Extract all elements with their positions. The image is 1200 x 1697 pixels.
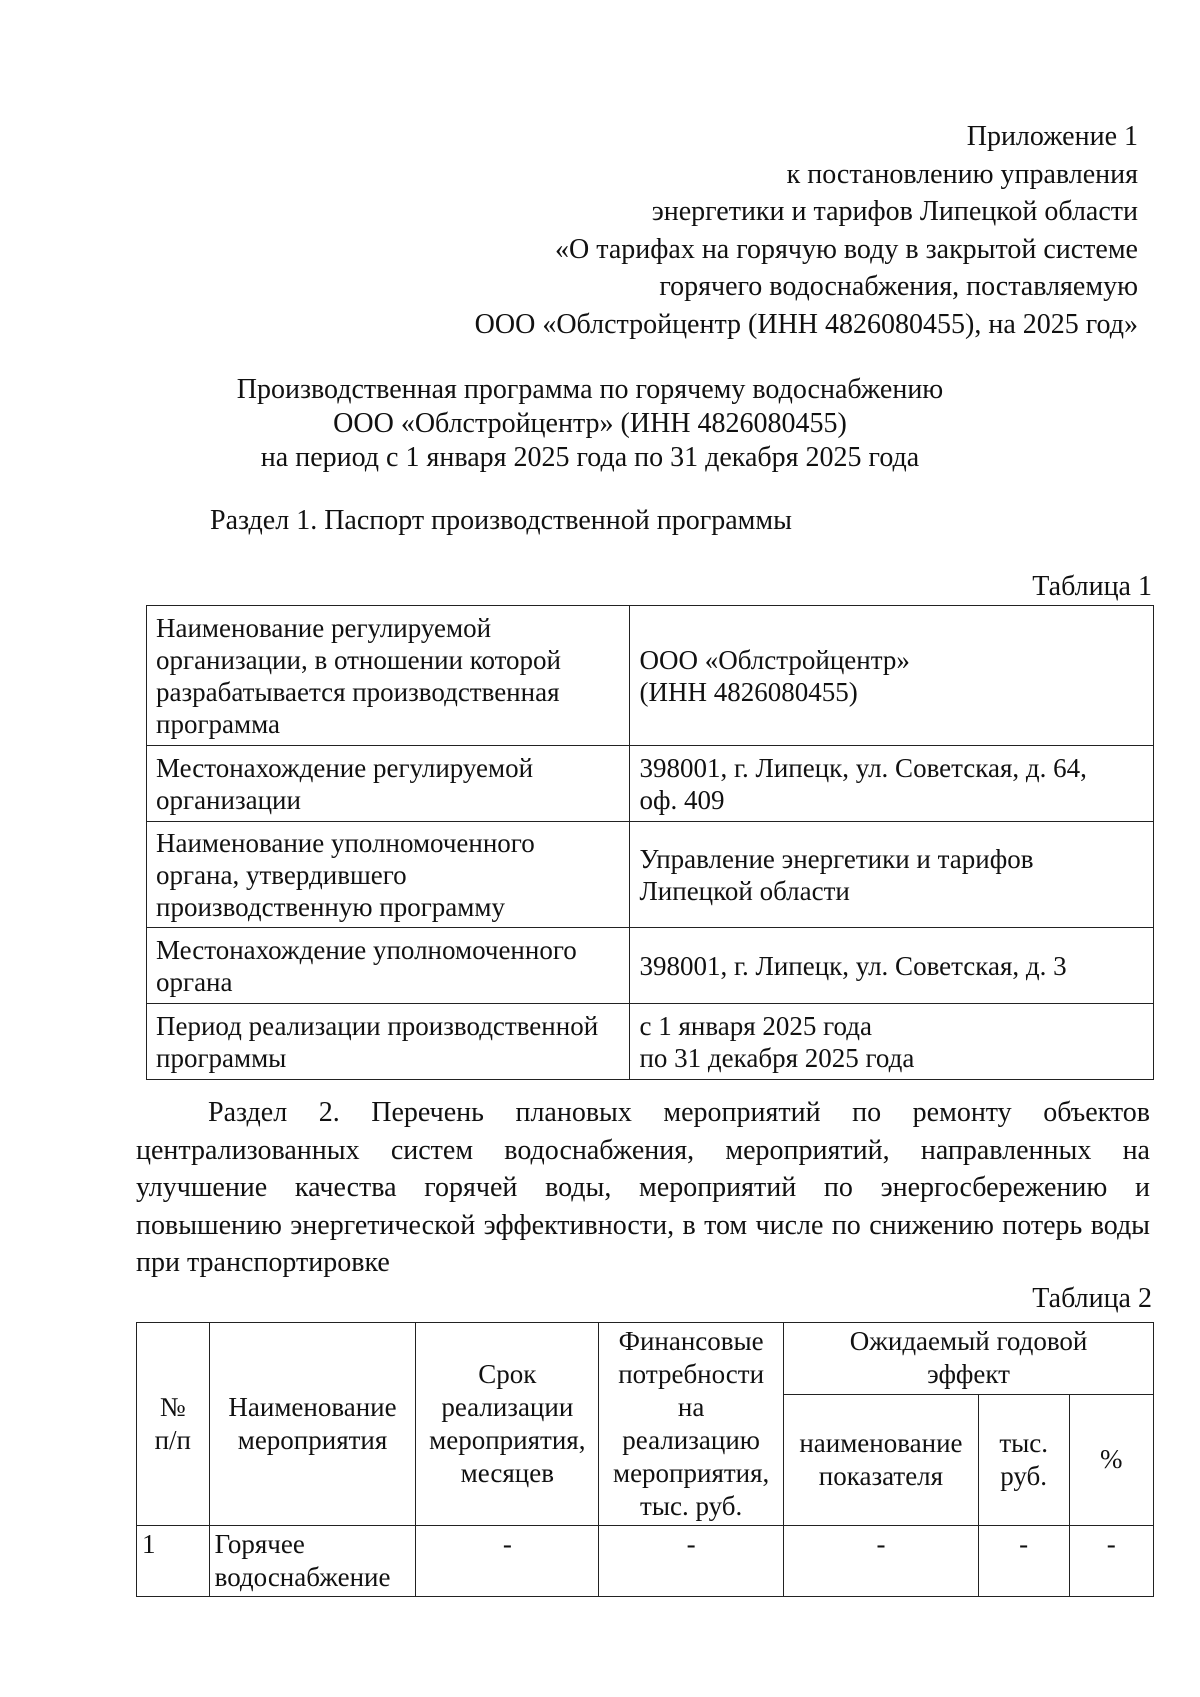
row-label: Период реализации производственной программы — [147, 1004, 630, 1080]
table-row — [137, 1526, 1154, 1597]
table-header-row — [137, 1323, 1154, 1395]
appendix-line: энергетики и тарифов Липецкой области — [651, 196, 1138, 228]
program-title-line: Производственная программа по горячему водоснабжению — [236, 374, 944, 405]
cell-name: Горячее водоснабжение — [209, 1526, 416, 1597]
section1-title: Раздел 1. Паспорт производственной программы — [210, 505, 792, 536]
table-row — [147, 822, 1154, 928]
table1-caption: Таблица 1 — [1032, 571, 1152, 602]
table-row — [147, 928, 1154, 1004]
header-name: Наименование мероприятия — [209, 1323, 416, 1526]
program-title-line: на период с 1 января 2025 года по 31 декабря 2025 года — [260, 442, 920, 473]
appendix-line: «О тарифах на горячую воду в закрытой системе — [555, 233, 1138, 265]
header-thousand-rub: тыс. руб. — [978, 1394, 1069, 1525]
appendix-line: ООО «Облстройцентр (ИНН 4826080455), на 2025 год» — [474, 308, 1138, 340]
table-row — [147, 746, 1154, 822]
table2-caption: Таблица 2 — [1032, 1283, 1152, 1314]
cell-finance: - — [599, 1526, 784, 1597]
appendix-header — [400, 118, 1138, 344]
row-label: Местонахождение регулируемой организации — [147, 746, 630, 822]
passport-table — [146, 605, 1154, 1080]
row-value: 398001, г. Липецк, ул. Советская, д. 3 — [630, 928, 1154, 1004]
section2-title: Раздел 2. Перечень плановых мероприятий по ремонту объектов централизованных систем водоснабжения, мероприятий, направленных на улучшение качества горячей воды, мероприятий по энергосбережению и повышению энергетической эффективности, в том числе по снижению потерь воды при транспортировке — [136, 1097, 1150, 1278]
row-value: Управление энергетики и тарифов Липецкой области — [630, 822, 1154, 928]
cell-thousand-rub: - — [978, 1526, 1069, 1597]
row-value: ООО «Облстройцентр» (ИНН 4826080455) — [630, 606, 1154, 746]
cell-percent: - — [1069, 1526, 1154, 1597]
header-term: Срок реализации мероприятия, месяцев — [416, 1323, 599, 1526]
row-label: Местонахождение уполномоченного органа — [147, 928, 630, 1004]
header-finance: Финансовые потребности на реализацию мероприятия, тыс. руб. — [599, 1323, 784, 1526]
cell-num: 1 — [137, 1526, 210, 1597]
row-label: Наименование регулируемой организации, в отношении которой разрабатывается производственная программа — [147, 606, 630, 746]
header-num: № п/п — [137, 1323, 210, 1526]
program-title-line: ООО «Облстройцентр» (ИНН 4826080455) — [333, 408, 847, 439]
appendix-line: горячего водоснабжения, поставляемую — [659, 271, 1138, 303]
cell-term: - — [416, 1526, 599, 1597]
appendix-line: Приложение 1 — [966, 121, 1138, 152]
cell-indicator: - — [784, 1526, 979, 1597]
header-percent: % — [1069, 1394, 1154, 1525]
appendix-line: к постановлению управления — [786, 158, 1138, 190]
program-title — [140, 373, 1040, 475]
header-effect: Ожидаемый годовой эффект — [784, 1323, 1154, 1395]
measures-table — [136, 1322, 1154, 1597]
row-label: Наименование уполномоченного органа, утвердившего производственную программу — [147, 822, 630, 928]
table-row — [147, 606, 1154, 746]
row-value: с 1 января 2025 года по 31 декабря 2025 года — [630, 1004, 1154, 1080]
header-indicator: наименование показателя — [784, 1394, 979, 1525]
row-value: 398001, г. Липецк, ул. Советская, д. 64, оф. 409 — [630, 746, 1154, 822]
table-row — [147, 1004, 1154, 1080]
